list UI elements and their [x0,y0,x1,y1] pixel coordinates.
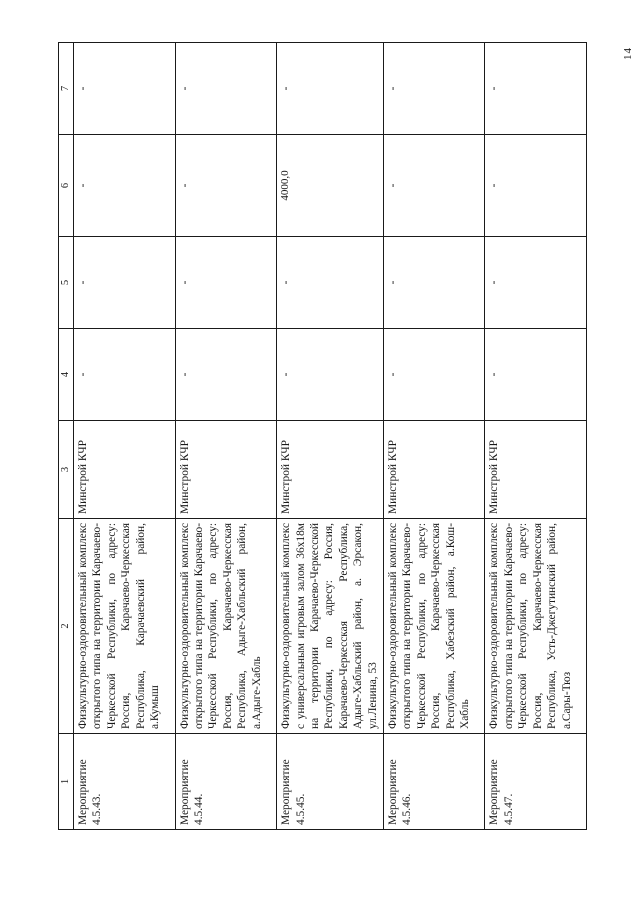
table-row [277,43,384,830]
column-header-5: 5 [59,237,74,329]
column-header-6: 6 [59,135,74,237]
description-cell: Физкультурно-оздоровительный комплекс открытого типа на территории Карачаево-Черкесской Республики, по адресу: Россия, Карачаево-Черкесская Республика, Хабезский район, а.Кош-Хабль [383,519,485,734]
column-header-4: 4 [59,329,74,421]
executor-cell: Минстрой КЧР [277,421,384,519]
value-cell-col7: - [74,43,176,135]
measure-cell: Мероприятие 4.5.46. [383,734,485,830]
value-cell-col5: - [383,237,485,329]
table-row [175,43,277,830]
description-cell: Физкультурно-оздоровительный комплекс открытого типа на территории Карачаево-Черкесской Республики, по адресу: Россия, Карачаево-Черкесская Республика, Карачаевский район, а.Кумыш [74,519,176,734]
measure-cell: Мероприятие 4.5.43. [74,734,176,830]
description-cell: Физкультурно-оздоровительный комплекс с универсальным игровым залом 36х18м на территории Карачаево-Черкесской Республики, по адресу: Россия, Карачаево-Черкесская Республика, Адыге-Хабльский район, а. Эрсакон, ул.Ленина, 53 [277,519,384,734]
value-cell-col6: - [485,135,587,237]
value-cell-col6: - [74,135,176,237]
column-header-2: 2 [59,519,74,734]
value-cell-col5: - [74,237,176,329]
value-cell-col4: - [74,329,176,421]
value-cell-col7: - [485,43,587,135]
measure-cell: Мероприятие 4.5.44. [175,734,277,830]
value-cell-col5: - [175,237,277,329]
column-header-3: 3 [59,421,74,519]
value-cell-col4: - [175,329,277,421]
table-row [383,43,485,830]
column-header-7: 7 [59,43,74,135]
description-cell: Физкультурно-оздоровительный комплекс открытого типа на территории Карачаево-Черкесской Республики, по адресу: Россия, Карачаево-Черкесская Республика, Усть-Джегутинский район, а.Сары-Тюз [485,519,587,734]
rotated-table-wrapper [58,43,587,830]
executor-cell: Минстрой КЧР [485,421,587,519]
value-cell-col5: - [277,237,384,329]
executor-cell: Минстрой КЧР [383,421,485,519]
executor-cell: Минстрой КЧР [74,421,176,519]
value-cell-col5: - [485,237,587,329]
column-header-1: 1 [59,734,74,830]
value-cell-col7: - [277,43,384,135]
value-cell-col4: - [383,329,485,421]
value-cell-col4: - [485,329,587,421]
measure-cell: Мероприятие 4.5.45. [277,734,384,830]
description-cell: Физкультурно-оздоровительный комплекс открытого типа на территории Карачаево-Черкесской Республики, по адресу: Россия, Карачаево-Черкесская Республика, Адыге-Хабльский район, а.Адыге-Хабль [175,519,277,734]
value-cell-col7: - [383,43,485,135]
value-cell-col7: - [175,43,277,135]
value-cell-col6: - [175,135,277,237]
table-row [485,43,587,830]
value-cell-col6: 4000,0 [277,135,384,237]
value-cell-col6: - [383,135,485,237]
executor-cell: Минстрой КЧР [175,421,277,519]
header-row [59,43,74,830]
measure-cell: Мероприятие 4.5.47. [485,734,587,830]
table-row [74,43,176,830]
measures-table [58,42,587,830]
page-number: 14 [622,47,634,60]
value-cell-col4: - [277,329,384,421]
